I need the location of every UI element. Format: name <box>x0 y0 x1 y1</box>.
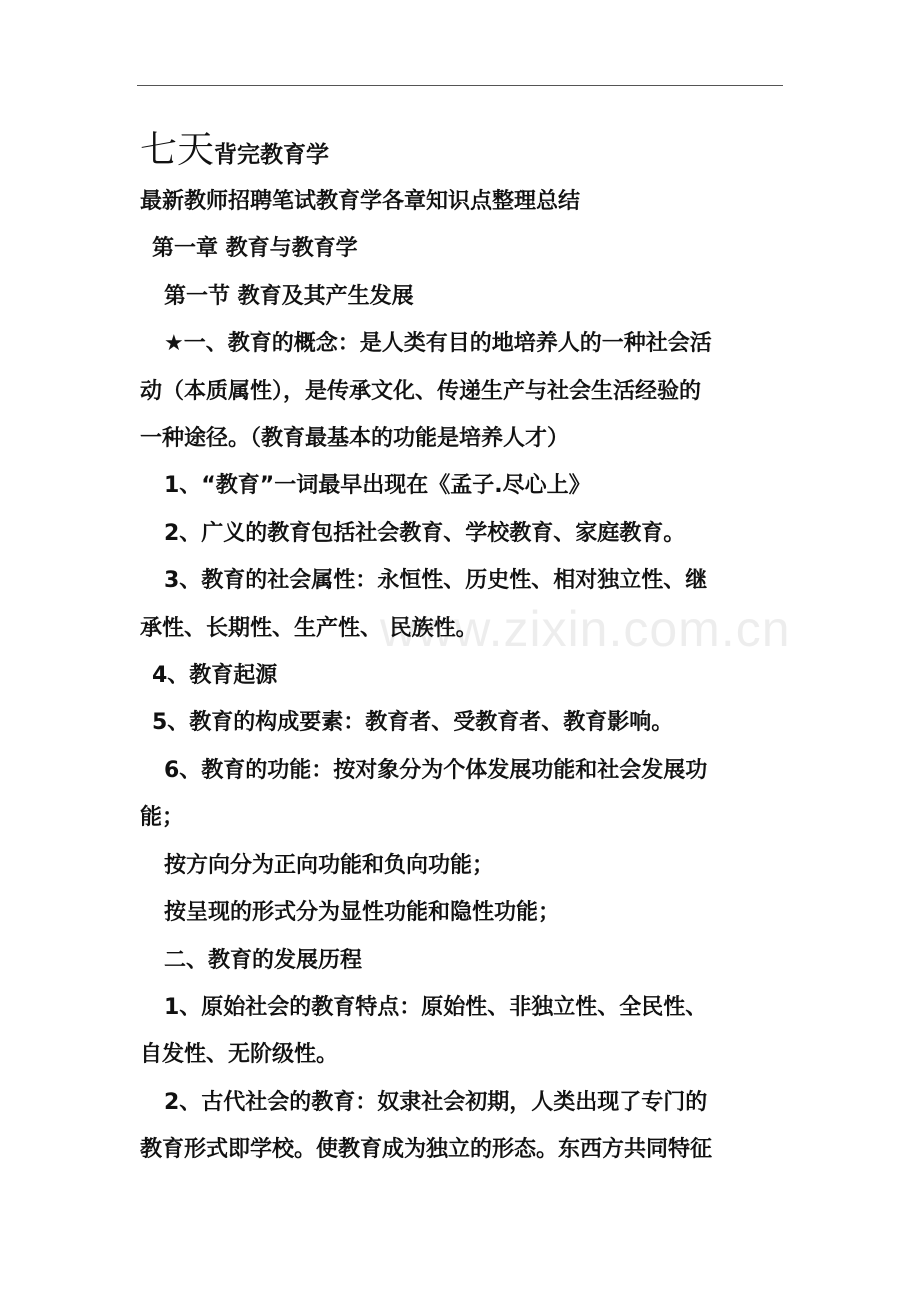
paragraph-line: 按方向分为正向功能和负向功能； <box>164 852 495 878</box>
document-page <box>140 122 786 1174</box>
section-heading: 第一节 教育及其产生发展 <box>164 283 414 309</box>
paragraph-line: 2、古代社会的教育：奴隶社会初期，人类出现了专门的 <box>164 1089 708 1115</box>
paragraph-line: 4、教育起源 <box>152 663 278 689</box>
paragraph-line: 3、教育的社会属性：永恒性、历史性、相对独立性、继 <box>164 568 708 594</box>
doc-title-big: 七天 <box>140 128 214 171</box>
chapter-heading: 第一章 教育与教育学 <box>152 236 358 262</box>
paragraph-line: 动（本质属性），是传承文化、传递生产与社会生活经验的 <box>140 378 702 404</box>
doc-title-small: 背完教育学 <box>214 142 329 168</box>
paragraph-line: 能； <box>140 805 185 831</box>
paragraph-line: 教育形式即学校。使教育成为独立的形态。东西方共同特征 <box>140 1137 713 1163</box>
doc-subtitle: 最新教师招聘笔试教育学各章知识点整理总结 <box>140 189 581 214</box>
paragraph-line: ★一、教育的概念：是人类有目的地培养人的一种社会活 <box>164 331 712 357</box>
paragraph-line: 6、教育的功能：按对象分为个体发展功能和社会发展功 <box>164 757 708 783</box>
paragraph-line: 1、原始社会的教育特点：原始性、非独立性、全民性、 <box>164 994 708 1020</box>
paragraph-line: 按呈现的形式分为显性功能和隐性功能； <box>164 900 561 926</box>
watermark: www.zixin.com.cn <box>380 601 791 657</box>
paragraph-line: 承性、长期性、生产性、 民族性。 <box>140 615 478 641</box>
paragraph-line: 一种途径。（教育最基本的功能是培养人才） <box>140 426 570 452</box>
paragraph-line: 2、广义的教育包括社会教育、学校教育、家庭教育。 <box>164 520 686 546</box>
doc-title <box>140 122 786 178</box>
paragraph-line: 5、教育的构成要素：教育者、受教育者、教育影响。 <box>152 710 674 736</box>
paragraph-line: 1、“教育”一词最早出现在《孟子.尽心上》 <box>164 473 591 499</box>
header-rule <box>137 85 783 86</box>
paragraph-line: 自发性、无阶级性。 <box>140 1042 339 1068</box>
paragraph-line: 二、教育的发展历程 <box>164 947 363 973</box>
